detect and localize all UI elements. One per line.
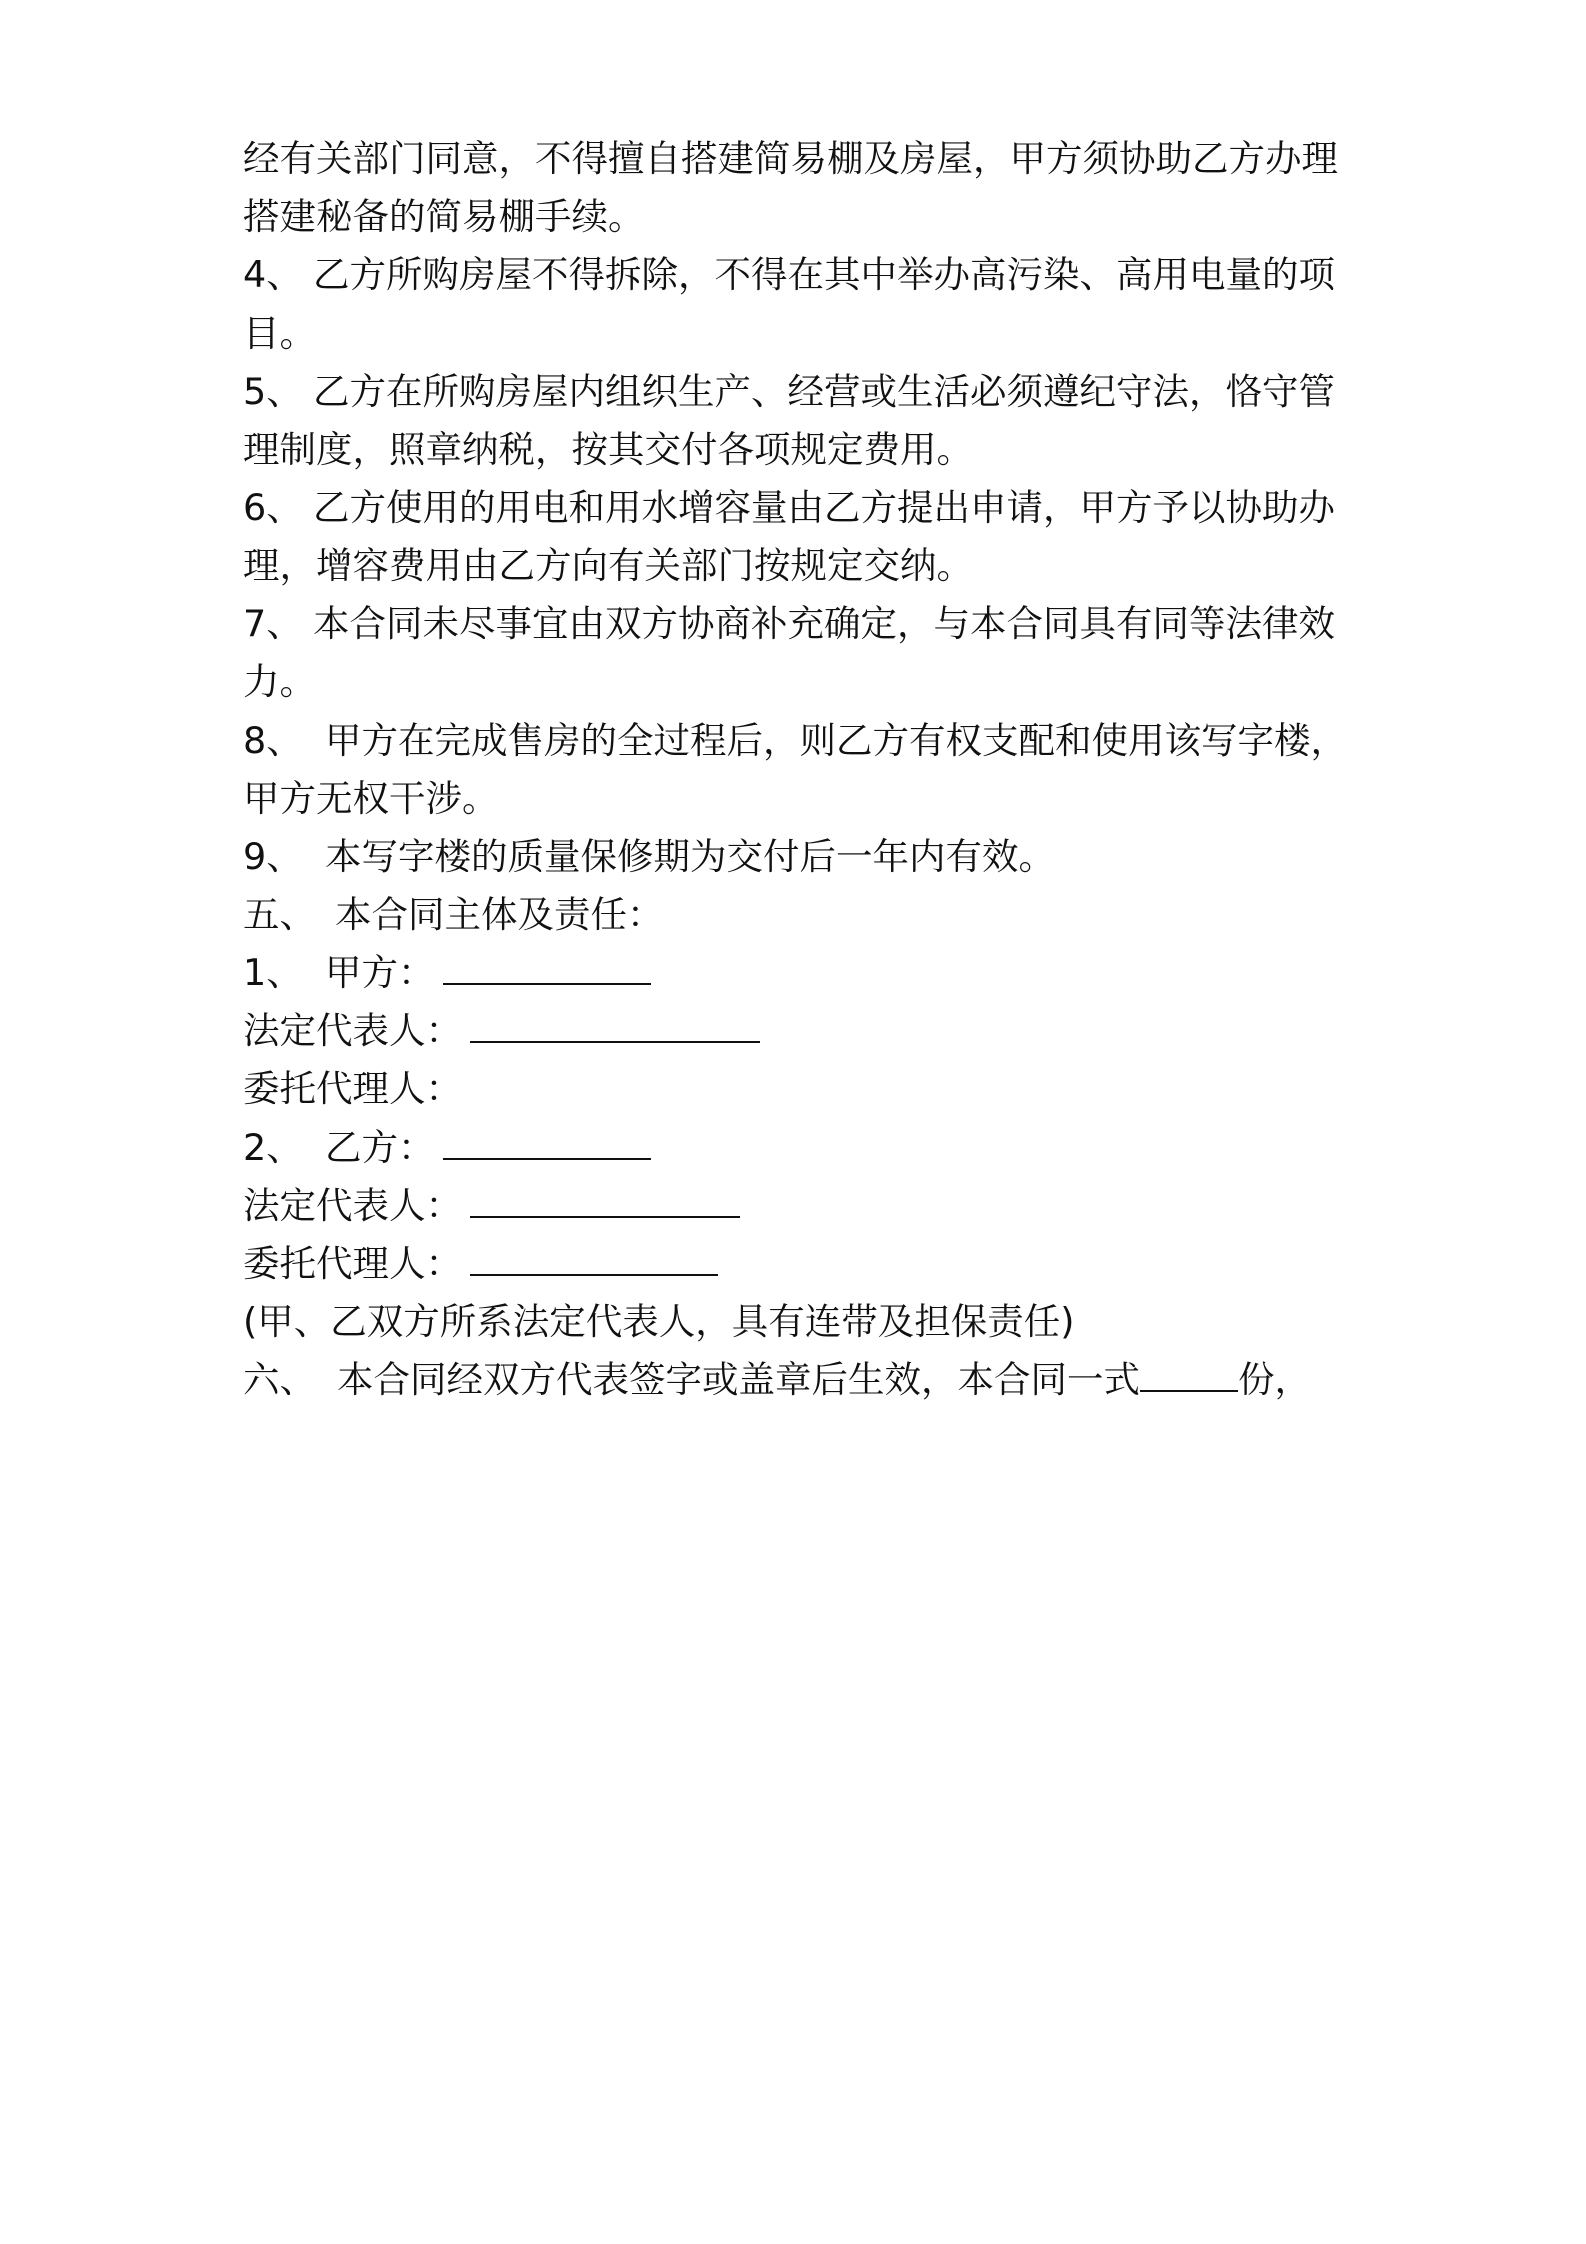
line-text: 本合同未尽事宜由双方协商补充确定，与本合同具有同等法律效 (313, 602, 1335, 645)
paragraph-line (243, 420, 1363, 480)
signature-blank (443, 953, 651, 985)
line-text: 理制度，照章纳税，按其交付各项规定费用。 (243, 428, 973, 471)
party-b-line (243, 1118, 1363, 1178)
clause-9 (243, 827, 1363, 887)
agent-b-line (243, 1234, 1363, 1294)
legal-rep-a-line (243, 1001, 1363, 1061)
line-text: 甲方在完成售房的全过程后，则乙方有权支配和使用该写字楼， (325, 719, 1347, 762)
item-number: 1、 (243, 951, 303, 994)
line-text: 本合同主体及责任： (335, 893, 664, 936)
line-text: 力。 (243, 660, 316, 703)
line-text: 甲方无权干涉。 (243, 777, 499, 820)
liability-note (243, 1292, 1363, 1352)
line-text: 乙方在所购房屋内组织生产、经营或生活必须遵纪守法，恪守管 (313, 370, 1335, 413)
clause-number: 7、 (243, 602, 303, 645)
paragraph-line (243, 129, 1363, 189)
copies-blank (1140, 1360, 1238, 1392)
line-text: (甲、乙双方所系法定代表人，具有连带及担保责任) (243, 1300, 1075, 1343)
party-a-line (243, 943, 1363, 1003)
field-label: 委托代理人： (243, 1242, 462, 1285)
line-text: 搭建秘备的简易棚手续。 (243, 195, 645, 238)
signature-blank (470, 1011, 760, 1043)
line-text: 目。 (243, 312, 316, 355)
field-label: 委托代理人： (243, 1067, 462, 1110)
legal-rep-b-line (243, 1176, 1363, 1236)
section-6-heading (243, 1350, 1363, 1410)
paragraph-line (243, 769, 1363, 829)
clause-number: 4、 (243, 253, 303, 296)
clause-6 (243, 478, 1363, 538)
signature-blank (470, 1244, 718, 1276)
line-text: 本合同经双方代表签字或盖章后生效，本合同一式 (337, 1358, 1140, 1401)
paragraph-line (243, 536, 1363, 596)
section-number: 五、 (243, 893, 316, 936)
clause-8 (243, 711, 1363, 771)
paragraph-line (243, 187, 1363, 247)
field-label: 法定代表人： (243, 1009, 462, 1052)
section-5-heading (243, 885, 1363, 945)
clause-4 (243, 245, 1363, 305)
line-text: 理，增容费用由乙方向有关部门按规定交纳。 (243, 544, 973, 587)
section-number: 六、 (243, 1358, 316, 1401)
signature-blank (470, 1186, 740, 1218)
clause-number: 5、 (243, 370, 303, 413)
line-text: 本写字楼的质量保修期为交付后一年内有效。 (325, 835, 1055, 878)
line-text: 乙方使用的用电和用水增容量由乙方提出申请，甲方予以协助办 (313, 486, 1335, 529)
clause-number: 9、 (243, 835, 303, 878)
signature-blank (443, 1128, 651, 1160)
clause-7 (243, 594, 1363, 654)
field-label: 法定代表人： (243, 1184, 462, 1227)
party-label: 甲方： (325, 951, 435, 994)
paragraph-line (243, 652, 1363, 712)
clause-5 (243, 362, 1363, 422)
clause-number: 8、 (243, 719, 303, 762)
line-text: 经有关部门同意，不得擅自搭建简易棚及房屋，甲方须协助乙方办理 (243, 137, 1338, 180)
party-label: 乙方： (325, 1126, 435, 1169)
paragraph-line (243, 304, 1363, 364)
line-text: 份， (1238, 1358, 1311, 1401)
line-text: 乙方所购房屋不得拆除，不得在其中举办高污染、高用电量的项 (313, 253, 1335, 296)
clause-number: 6、 (243, 486, 303, 529)
agent-a-line (243, 1059, 1363, 1119)
item-number: 2、 (243, 1126, 303, 1169)
